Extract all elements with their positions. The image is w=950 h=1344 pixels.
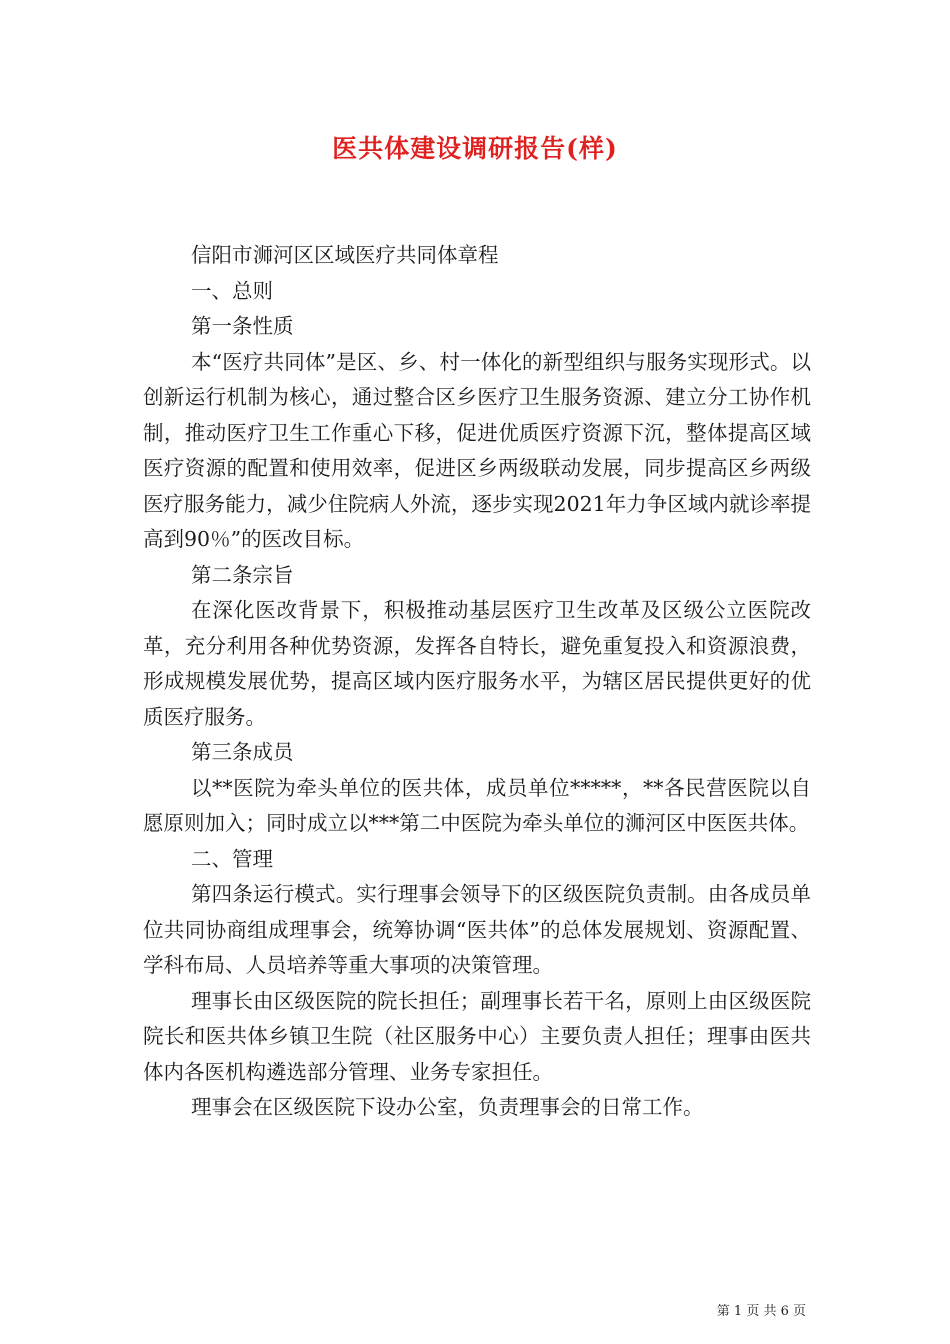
paragraph-operating-mode: 第四条运行模式。实行理事会领导下的区级医院负责制。由各成员单位共同协商组成理事会，统筹协调“医共体”的总体发展规划、资源配置、学科布局、人员培养等重大事项的决策管理。	[143, 882, 811, 977]
article-heading-purpose: 第二条宗旨	[191, 562, 294, 587]
document-body	[143, 238, 811, 1126]
paragraph-board-office: 理事会在区级医院下设办公室，负责理事会的日常工作。	[191, 1095, 704, 1119]
paragraph-board-chair: 理事长由区级医院的院长担任；副理事长若干名，原则上由区级医院院长和医共体乡镇卫生院（社区服务中心）主要负责人担任；理事由医共体内各医机构遴选部分管理、业务专家担任。	[143, 988, 811, 1084]
paragraph-purpose: 在深化医改背景下，积极推动基层医疗卫生改革及区级公立医院改革，充分利用各种优势资源，发挥各自特长，避免重复投入和资源浪费，形成规模发展优势，提高区域内医疗服务水平，为辖区居民提供更好的优质医疗服务。	[143, 598, 811, 729]
article-heading-members: 第三条成员	[191, 740, 294, 764]
paragraph-charter-name: 信阳市浉河区区域医疗共同体章程	[191, 243, 499, 267]
paragraph-members: 以**医院为牵头单位的医共体，成员单位*****，**各民营医院以自愿原则加入；同时成立以***第二中医院为牵头单位的浉河区中医医共体。	[143, 775, 811, 835]
section-heading-general: 一、总则	[191, 278, 273, 303]
section-heading-management: 二、管理	[191, 846, 273, 871]
document-title: 医共体建设调研报告(样)	[332, 134, 618, 163]
article-heading-nature: 第一条性质	[191, 314, 294, 338]
page-number: 第 1 页 共 6 页	[716, 1304, 806, 1319]
paragraph-nature: 本“医疗共同体”是区、乡、村一体化的新型组织与服务实现形式。以创新运行机制为核心，通过整合区乡医疗卫生服务资源、建立分工协作机制，推动医疗卫生工作重心下移，促进优质医疗资源下沉，整体提高区域医疗资源的配置和使用效率，促进区乡两级联动发展，同步提高区乡两级医疗服务能力，减少住院病人外流，逐步实现2021年力争区域内就诊率提高到90％”的医改目标。	[143, 349, 811, 551]
